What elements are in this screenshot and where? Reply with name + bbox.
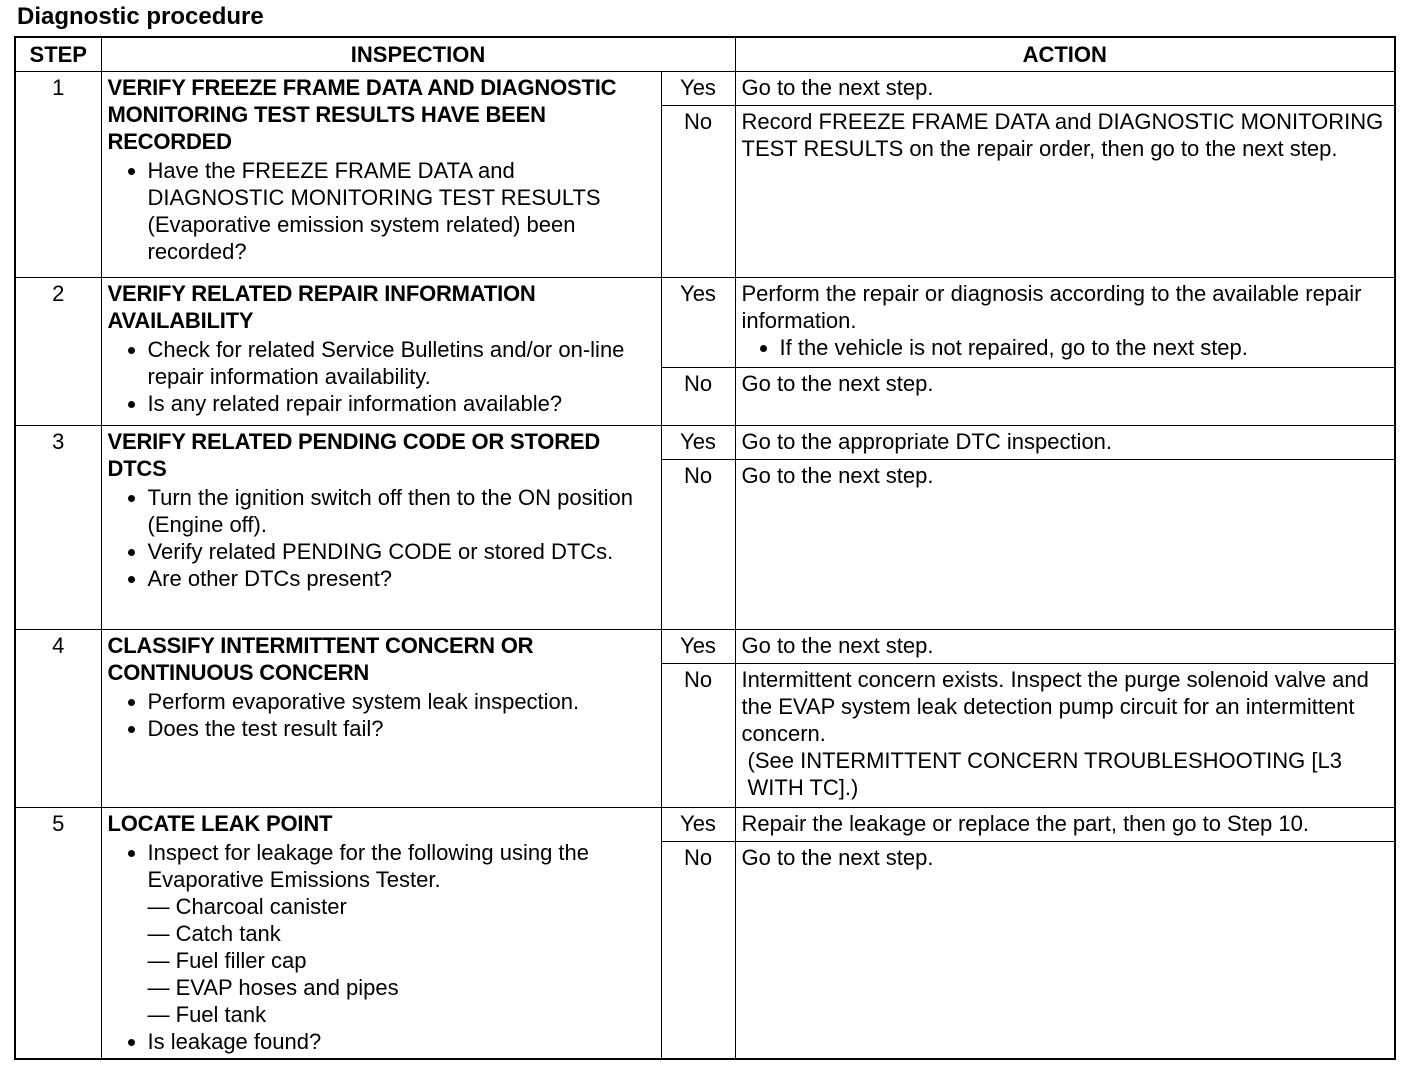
no-label: No (661, 459, 735, 629)
inspection-bullet: • Perform evaporative system leak inspection. (148, 688, 655, 715)
yes-label: Yes (661, 277, 735, 367)
step-heading: VERIFY FREEZE FRAME DATA AND DIAGNOSTIC MONITORING TEST RESULTS HAVE BEEN RECORDED (107, 74, 617, 154)
inspection-bullets (108, 336, 655, 417)
step-number: 5 (15, 807, 101, 1059)
header-action: ACTION (735, 37, 1395, 71)
action-bullet: • If the vehicle is not repaired, go to the next step. (780, 334, 1389, 361)
step-heading: LOCATE LEAK POINT (107, 810, 333, 836)
inspection-bullets (108, 839, 655, 1055)
table-row (15, 629, 1395, 663)
page-title: Diagnostic procedure (17, 3, 264, 30)
table-row (15, 807, 1395, 841)
yes-action: Go to the next step. (735, 629, 1395, 663)
table-row (15, 425, 1395, 459)
no-action: Go to the next step. (735, 459, 1395, 629)
yes-label: Yes (661, 807, 735, 841)
table-row (15, 71, 1395, 105)
no-action: Go to the next step. (735, 841, 1395, 1059)
no-action (735, 663, 1395, 807)
step-number: 2 (15, 277, 101, 425)
header-inspection: INSPECTION (101, 37, 735, 71)
no-label: No (661, 367, 735, 425)
step-heading: VERIFY RELATED REPAIR INFORMATION AVAILABILITY (107, 280, 536, 333)
yes-action (735, 277, 1395, 367)
step-number: 4 (15, 629, 101, 807)
list-item: — Fuel tank (148, 1001, 655, 1028)
list-item: — Charcoal canister (148, 893, 655, 920)
step-heading: CLASSIFY INTERMITTENT CONCERN OR CONTINUOUS CONCERN (107, 632, 534, 685)
inspection-bullet-text: Inspect for leakage for the following using the Evaporative Emissions Tester. (147, 839, 589, 892)
inspection-bullet: • Does the test result fail? (148, 715, 655, 742)
yes-action: Go to the next step. (735, 71, 1395, 105)
yes-label: Yes (661, 629, 735, 663)
no-action: Go to the next step. (735, 367, 1395, 425)
inspection-bullets (108, 157, 655, 265)
no-label: No (661, 663, 735, 807)
diagnostic-procedure-table (14, 36, 1396, 1060)
step-number: 3 (15, 425, 101, 629)
yes-action: Go to the appropriate DTC inspection. (735, 425, 1395, 459)
yes-action: Repair the leakage or replace the part, then go to Step 10. (735, 807, 1395, 841)
step-inspection (101, 71, 661, 277)
inspection-bullet (148, 839, 655, 1028)
table-row (15, 277, 1395, 367)
no-action-note: (See INTERMITTENT CONCERN TROUBLESHOOTING [L3 WITH TC].) (747, 747, 1342, 800)
no-label: No (661, 841, 735, 1059)
action-bullets (742, 334, 1389, 361)
inspection-bullet: • Is any related repair information available? (148, 390, 655, 417)
step-inspection (101, 425, 661, 629)
inspection-bullet: • Are other DTCs present? (148, 565, 655, 592)
step-heading: VERIFY RELATED PENDING CODE OR STORED DTCS (107, 428, 601, 481)
header-step: STEP (15, 37, 101, 71)
inspection-bullets (108, 484, 655, 592)
yes-label: Yes (661, 425, 735, 459)
list-item: — EVAP hoses and pipes (148, 974, 655, 1001)
step-number: 1 (15, 71, 101, 277)
no-label: No (661, 105, 735, 277)
list-item: — Fuel filler cap (148, 947, 655, 974)
inspection-bullets (108, 688, 655, 742)
table-header-row (15, 37, 1395, 71)
list-item: — Catch tank (148, 920, 655, 947)
yes-action-text: Perform the repair or diagnosis according to the available repair information. (741, 280, 1362, 333)
inspection-bullet: • Turn the ignition switch off then to the ON position (Engine off). (148, 484, 655, 538)
no-action-text: Intermittent concern exists. Inspect the purge solenoid valve and the EVAP system leak detection pump circuit for an intermittent concern. (741, 666, 1369, 746)
yes-label: Yes (661, 71, 735, 105)
no-action: Record FREEZE FRAME DATA and DIAGNOSTIC MONITORING TEST RESULTS on the repair order, then go to the next step. (735, 105, 1395, 277)
inspection-bullet: • Is leakage found? (148, 1028, 655, 1055)
inspection-bullet: • Have the FREEZE FRAME DATA and DIAGNOSTIC MONITORING TEST RESULTS (Evaporative emission system related) been recorded? (148, 157, 655, 265)
step-inspection (101, 629, 661, 807)
step-inspection (101, 807, 661, 1059)
inspection-bullet: • Check for related Service Bulletins and/or on-line repair information availability. (148, 336, 655, 390)
inspection-bullet: • Verify related PENDING CODE or stored DTCs. (148, 538, 655, 565)
leak-check-list (148, 893, 655, 1028)
step-inspection (101, 277, 661, 425)
